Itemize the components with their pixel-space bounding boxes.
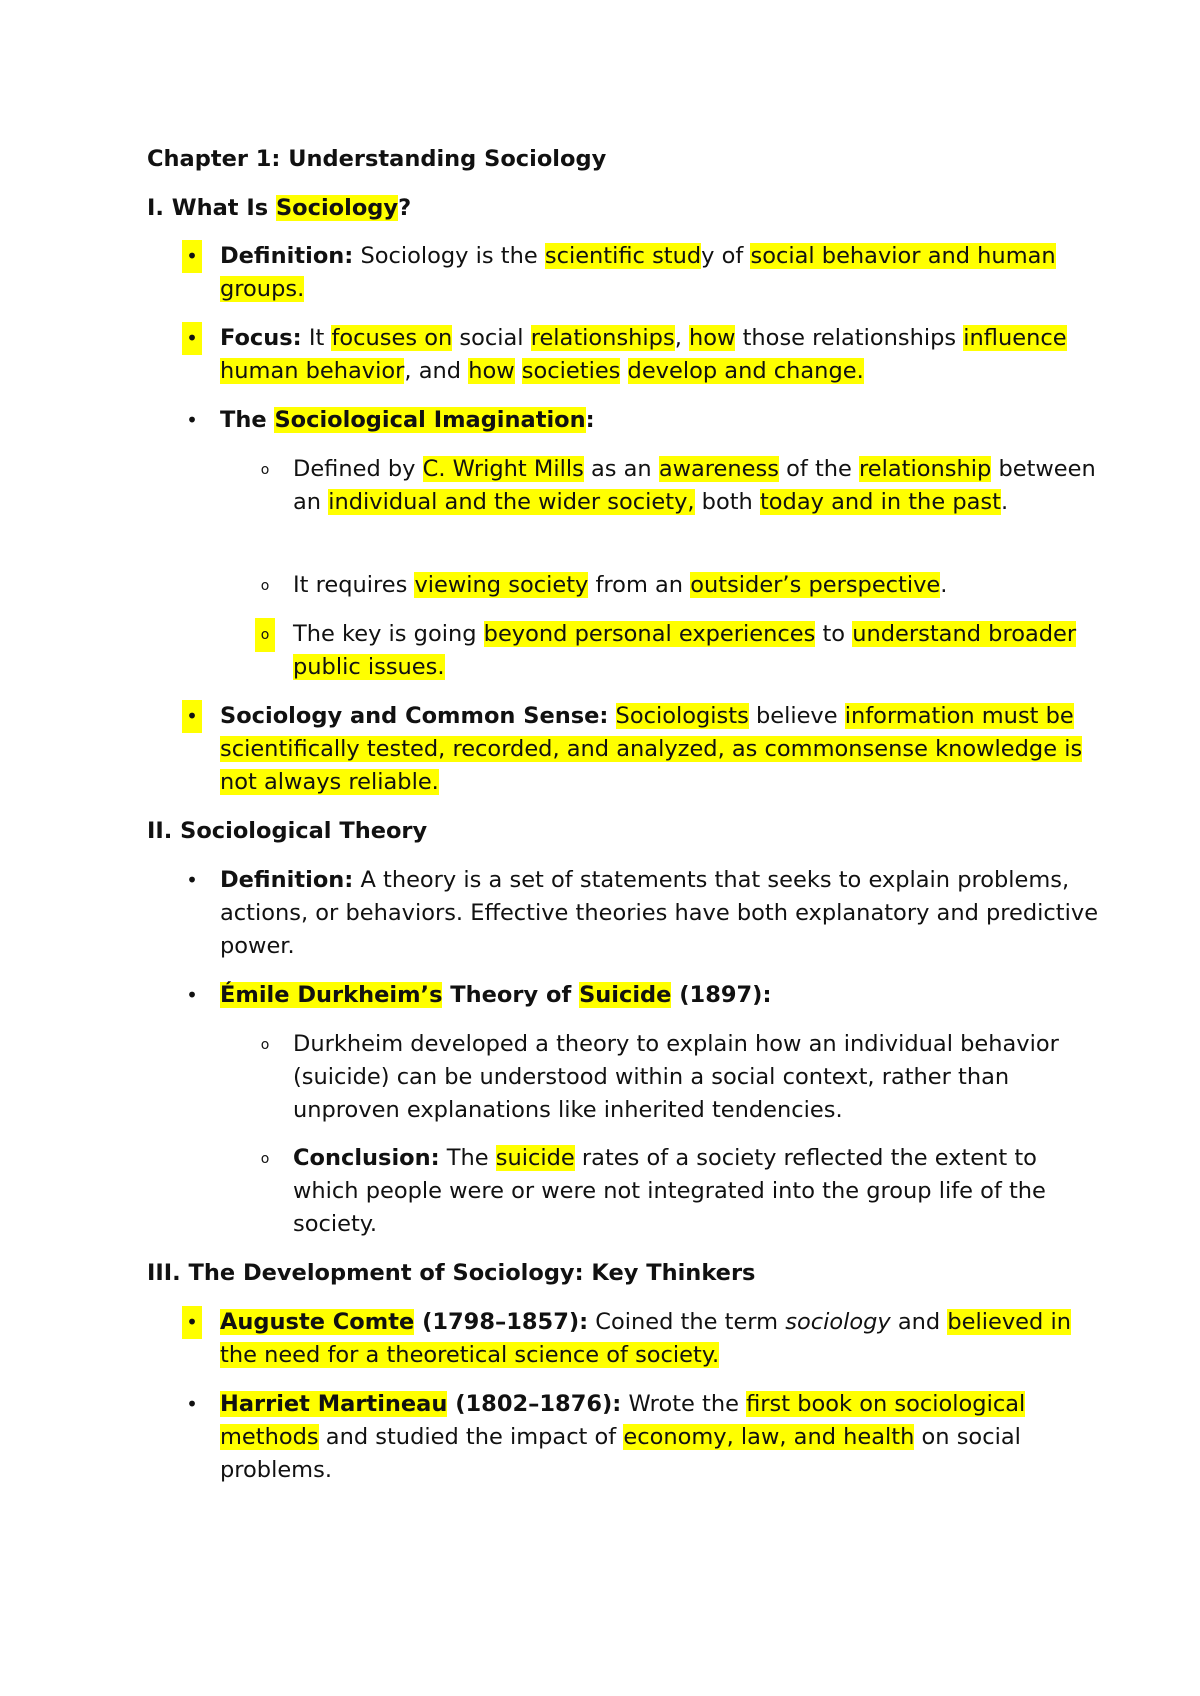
sub-item-durkheim-theory: o Durkheim developed a theory to explain how an individual behavior (suicide) can be understood within a social context, rather than unproven explanations like inherited tendencies. [293,1028,1103,1127]
bullet-icon: • [186,1392,198,1416]
sub-bullet-icon: o [260,1151,270,1167]
list-item-martineau: • Harriet Martineau (1802–1876): Wrote the first book on sociological methods and studied the impact of economy, law, and health on social problems. [220,1388,1100,1487]
list-item-theory-definition: • Definition: A theory is a set of statements that seeks to explain problems, actions, or behaviors. Effective theories have both explanatory and predictive power. [220,864,1100,963]
sub-bullet-icon: o [260,1037,270,1053]
list-item-focus: • Focus: It focuses on social relationships, how those relationships influence human behavior, and how societies develop and change. [220,322,1100,388]
bullet-icon: • [186,408,198,432]
sub-item-key: o The key is going beyond personal experiences to understand broader public issues. [293,618,1103,684]
list-item-comte: • Auguste Comte (1798–1857): Coined the term sociology and believed in the need for a theoretical science of society. [220,1306,1100,1372]
sub-bullet-icon: o [260,578,270,594]
bullet-icon: • [186,868,198,892]
sub-item-durkheim-conclusion: o Conclusion: The suicide rates of a society reflected the extent to which people were or were not integrated into the group life of the society. [293,1142,1103,1241]
bullet-icon: • [182,240,202,273]
section-heading-2: II. Sociological Theory [147,818,428,844]
bullet-icon: • [182,322,202,355]
list-item-common-sense: • Sociology and Common Sense: Sociologists believe information must be scientifically tested, recorded, and analyzed, as commonsense knowledge is not always reliable. [220,700,1100,799]
chapter-title: Chapter 1: Understanding Sociology [147,146,607,172]
sub-item-mills: o Defined by C. Wright Mills as an awareness of the relationship between an individual and the wider society, both today and in the past. [293,453,1103,519]
sub-item-outsider: o It requires viewing society from an outsider’s perspective. [293,569,1103,602]
list-item-durkheim: • Émile Durkheim’s Theory of Suicide (1897): [220,979,1100,1012]
sub-bullet-icon: o [260,462,270,478]
sub-bullet-icon: o [255,618,275,652]
section-heading-1: I. What Is Sociology? [147,195,412,221]
list-item-sociological-imagination: • The Sociological Imagination: [220,404,1100,437]
bullet-icon: • [182,1306,202,1339]
bullet-icon: • [182,700,202,733]
section-heading-3: III. The Development of Sociology: Key Thinkers [147,1260,756,1286]
bullet-icon: • [186,983,198,1007]
list-item-definition: • Definition: Sociology is the scientific study of social behavior and human groups. [220,240,1100,306]
